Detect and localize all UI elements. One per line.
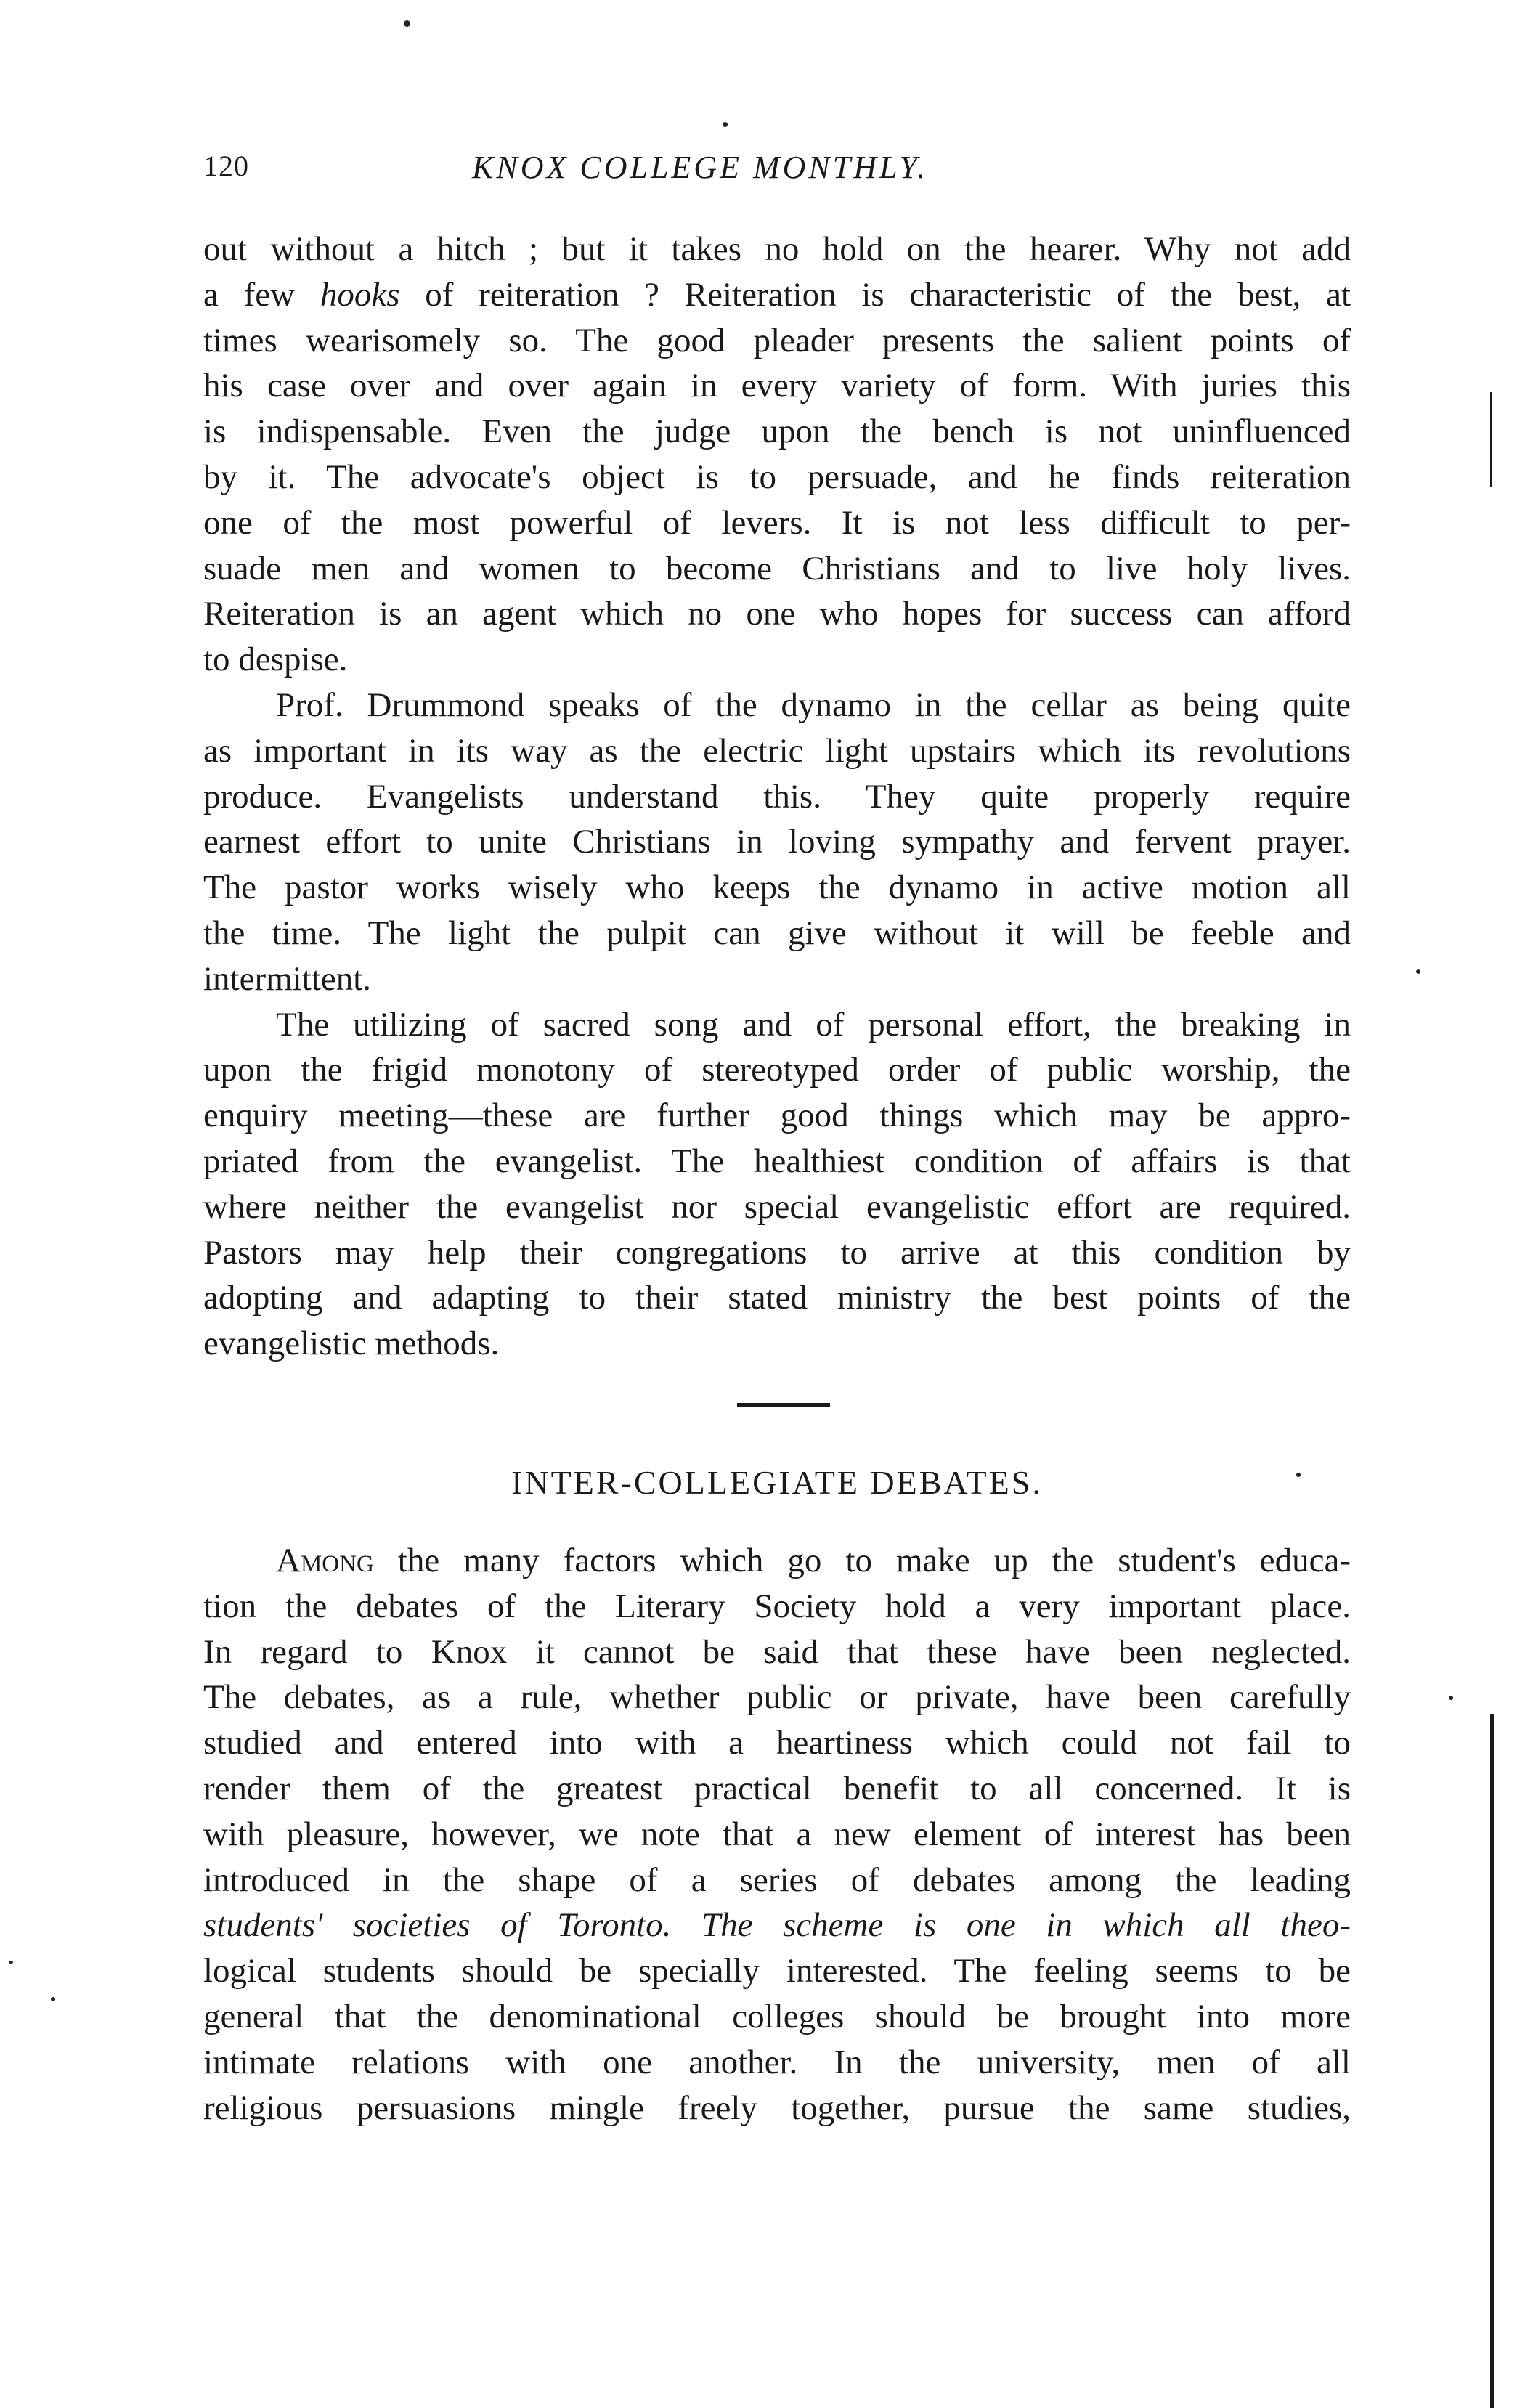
text-line: priated from the evangelist. The healthiest condition of affairs is that (203, 1142, 1351, 1180)
text-line: where neither the evangelist nor special evangelistic effort are required. (203, 1187, 1351, 1226)
text-line: one of the most powerful of levers. It is not less difficult to per- (203, 503, 1351, 542)
text-line: adopting and adapting to their stated ministry the best points of the (203, 1279, 1351, 1317)
section-heading: INTER-COLLEGIATE DEBATES. (511, 1464, 1043, 1501)
text-line: suade men and women to become Christians and to live holy lives. (203, 549, 1351, 587)
text-line: Pastors may help their congregations to arrive at this condition by (203, 1233, 1351, 1272)
paragraph (203, 1538, 1351, 2131)
text-line: to despise. (203, 640, 348, 679)
lead-word: Among (276, 1542, 374, 1579)
paragraph (203, 227, 1351, 683)
text-line: The pastor works wisely who keeps the dynamo in active motion all (203, 869, 1351, 907)
text-line: as important in its way as the electric light upstairs which its revolutions (203, 731, 1351, 770)
text-line: times wearisomely so. The good pleader presents the salient points of (203, 321, 1351, 359)
text-run: a few (203, 275, 320, 314)
document-page (203, 0, 1351, 2408)
scan-speck (1416, 969, 1420, 974)
text-line: general that the denominational colleges should be brought into more (203, 1997, 1351, 2035)
paragraph (203, 1002, 1351, 1367)
text-line (203, 272, 1351, 318)
scan-speck (1449, 1696, 1453, 1700)
text-line: Prof. Drummond speaks of the dynamo in the cellar as being quite (276, 686, 1351, 724)
article-body (203, 1538, 1351, 2131)
text-line: the time. The light the pulpit can give without it will be feeble and (203, 914, 1351, 952)
text-line: studied and entered into with a heartiness which could not fail to (203, 1724, 1351, 1762)
section-divider (737, 1403, 830, 1407)
page-edge-rule (1490, 1714, 1494, 2408)
text-line: Reiteration is an agent which no one who hopes for success can afford (203, 595, 1351, 633)
page-header (203, 149, 1351, 192)
scan-speck (9, 1961, 13, 1964)
text-run: the many factors which go to make up the student's educa- (373, 1542, 1351, 1579)
text-line (203, 1538, 1351, 1584)
text-run: of reiteration ? Reiteration is characteristic of the best, at (399, 275, 1351, 314)
page-number: 120 (203, 150, 249, 182)
paragraph (203, 683, 1351, 1002)
text-line: intimate relations with one another. In the university, men of all (203, 2043, 1351, 2081)
text-line: upon the frigid monotony of stereotyped order of public worship, the (203, 1051, 1351, 1089)
text-line: tion the debates of the Literary Society hold a very important place. (203, 1587, 1351, 1625)
text-line: produce. Evangelists understand this. They quite properly require (203, 777, 1351, 815)
text-line: is indispensable. Even the judge upon the bench is not uninfluenced (203, 412, 1351, 451)
italic-run: students' societies of Toronto. The scheme is one in which all theo- (203, 1906, 1351, 1945)
text-line: religious persuasions mingle freely together, pursue the same studies, (203, 2088, 1351, 2127)
text-line: intermittent. (203, 959, 372, 998)
text-line: with pleasure, however, we note that a new element of interest has been (203, 1815, 1351, 1853)
running-title: KNOX COLLEGE MONTHLY. (472, 150, 928, 185)
text-line: render them of the greatest practical benefit to all concerned. It is (203, 1769, 1351, 1807)
text-line: his case over and over again in every variety of form. With juries this (203, 367, 1351, 405)
text-line: logical students should be specially interested. The feeling seems to be (203, 1952, 1351, 1990)
page-edge-rule (1490, 392, 1492, 487)
text-line: out without a hitch ; but it takes no hold on the hearer. Why not add (203, 230, 1351, 268)
text-line: by it. The advocate's object is to persuade, and he finds reiteration (203, 457, 1351, 496)
text-line: earnest effort to unite Christians in loving sympathy and fervent prayer. (203, 823, 1351, 861)
text-line: introduced in the shape of a series of debates among the leading (203, 1860, 1351, 1899)
article-body-continued (203, 227, 1351, 1367)
text-line: In regard to Knox it cannot be said that these have been neglected. (203, 1632, 1351, 1671)
scan-speck (51, 1997, 55, 2001)
text-line: enquiry meeting—these are further good things which may be appro- (203, 1097, 1351, 1135)
italic-word: hooks (320, 275, 400, 314)
text-line: The debates, as a rule, whether public or private, have been carefully (203, 1678, 1351, 1717)
text-line (203, 1903, 1351, 1948)
text-line: evangelistic methods. (203, 1325, 500, 1363)
text-line: The utilizing of sacred song and of personal effort, the breaking in (276, 1005, 1351, 1044)
